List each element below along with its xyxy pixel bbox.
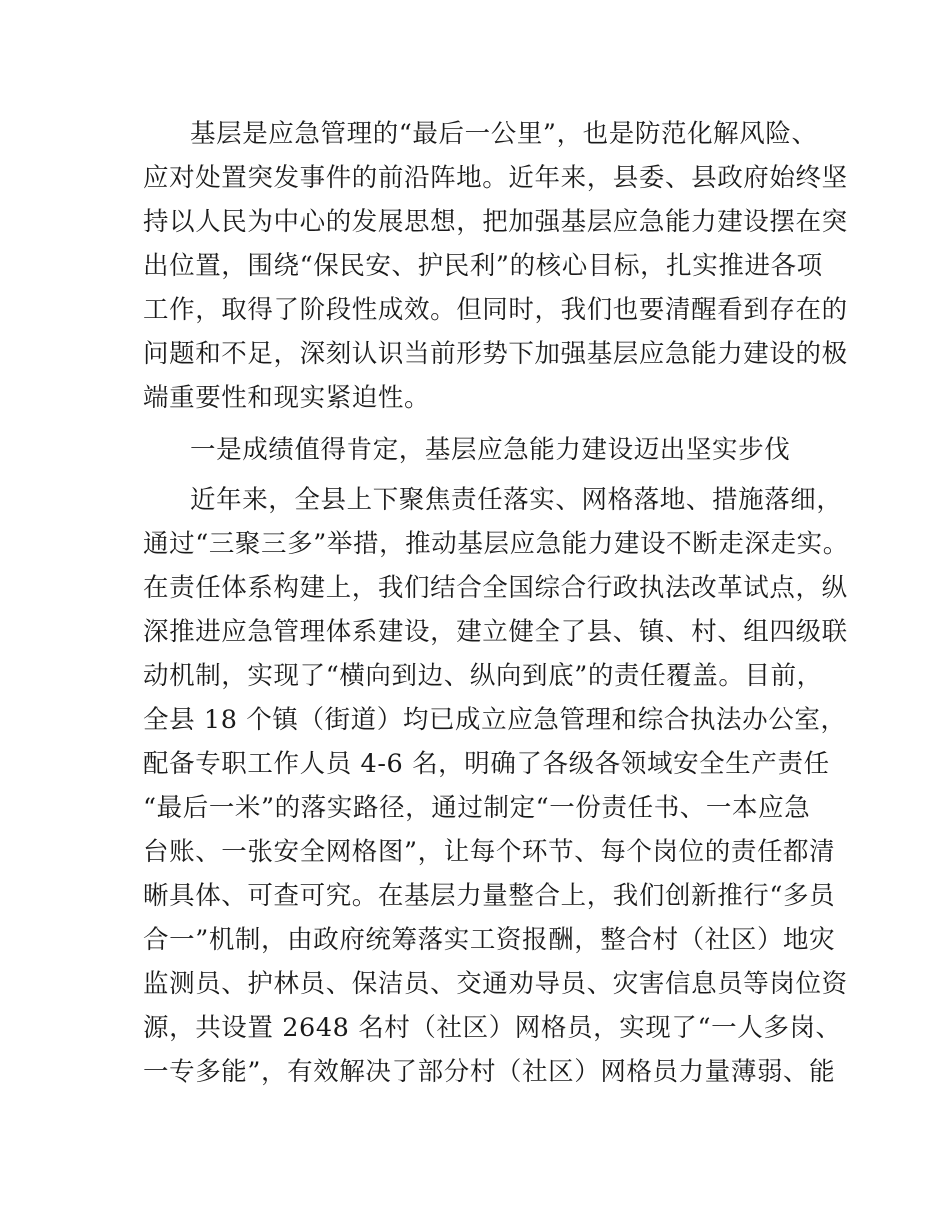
text-line: 监测员、护林员、保洁员、交通劝导员、灾害信息员等岗位资 <box>143 969 848 999</box>
text-line: 合一”机制，由政府统筹落实工资报酬，整合村（社区）地灾 <box>143 925 836 955</box>
text-line: 通过“三聚三多”举措，推动基层应急能力建设不断走深走实。 <box>143 529 849 559</box>
text-line: 深推进应急管理体系建设，建立健全了县、镇、村、组四级联 <box>143 617 848 647</box>
text-line: 晰具体、可查可究。在基层力量整合上，我们创新推行“多员 <box>143 881 836 911</box>
text-line: 出位置，围绕“保民安、护民利”的核心目标，扎实推进各项 <box>143 251 823 281</box>
text-line: 问题和不足，深刻认识当前形势下加强基层应急能力建设的极 <box>143 339 848 369</box>
text-line: 在责任体系构建上，我们结合全国综合行政执法改革试点，纵 <box>143 573 848 603</box>
text-line: 应对处置突发事件的前沿阵地。近年来，县委、县政府始终坚 <box>143 163 848 193</box>
text-line: “最后一米”的落实路径，通过制定“一份责任书、一本应急 <box>143 793 811 823</box>
text-line: 工作，取得了阶段性成效。但同时，我们也要清醒看到存在的 <box>143 295 848 325</box>
text-line: 持以人民为中心的发展思想，把加强基层应急能力建设摆在突 <box>143 207 848 237</box>
text-line: 全县 18 个镇（街道）均已成立应急管理和综合执法办公室， <box>143 705 847 735</box>
text-line: 近年来，全县上下聚焦责任落实、网格落地、措施落细， <box>190 485 843 515</box>
text-line: 台账、一张安全网格图”，让每个环节、每个岗位的责任都清 <box>143 837 836 867</box>
heading-line: 一是成绩值得肯定，基层应急能力建设迈出坚实步伐 <box>190 435 791 465</box>
text-line: 端重要性和现实紧迫性。 <box>143 383 431 413</box>
text-line: 源，共设置 2648 名村（社区）网格员，实现了“一人多岗、 <box>143 1013 842 1043</box>
text-line: 配备专职工作人员 4-6 名，明确了各级各领域安全生产责任 <box>143 749 830 779</box>
text-line: 动机制，实现了“横向到边、纵向到底”的责任覆盖。目前， <box>143 661 823 691</box>
text-line: 一专多能”，有效解决了部分村（社区）网格员力量薄弱、能 <box>143 1057 836 1087</box>
text-line: 基层是应急管理的“最后一公里”，也是防范化解风险、 <box>190 119 818 149</box>
